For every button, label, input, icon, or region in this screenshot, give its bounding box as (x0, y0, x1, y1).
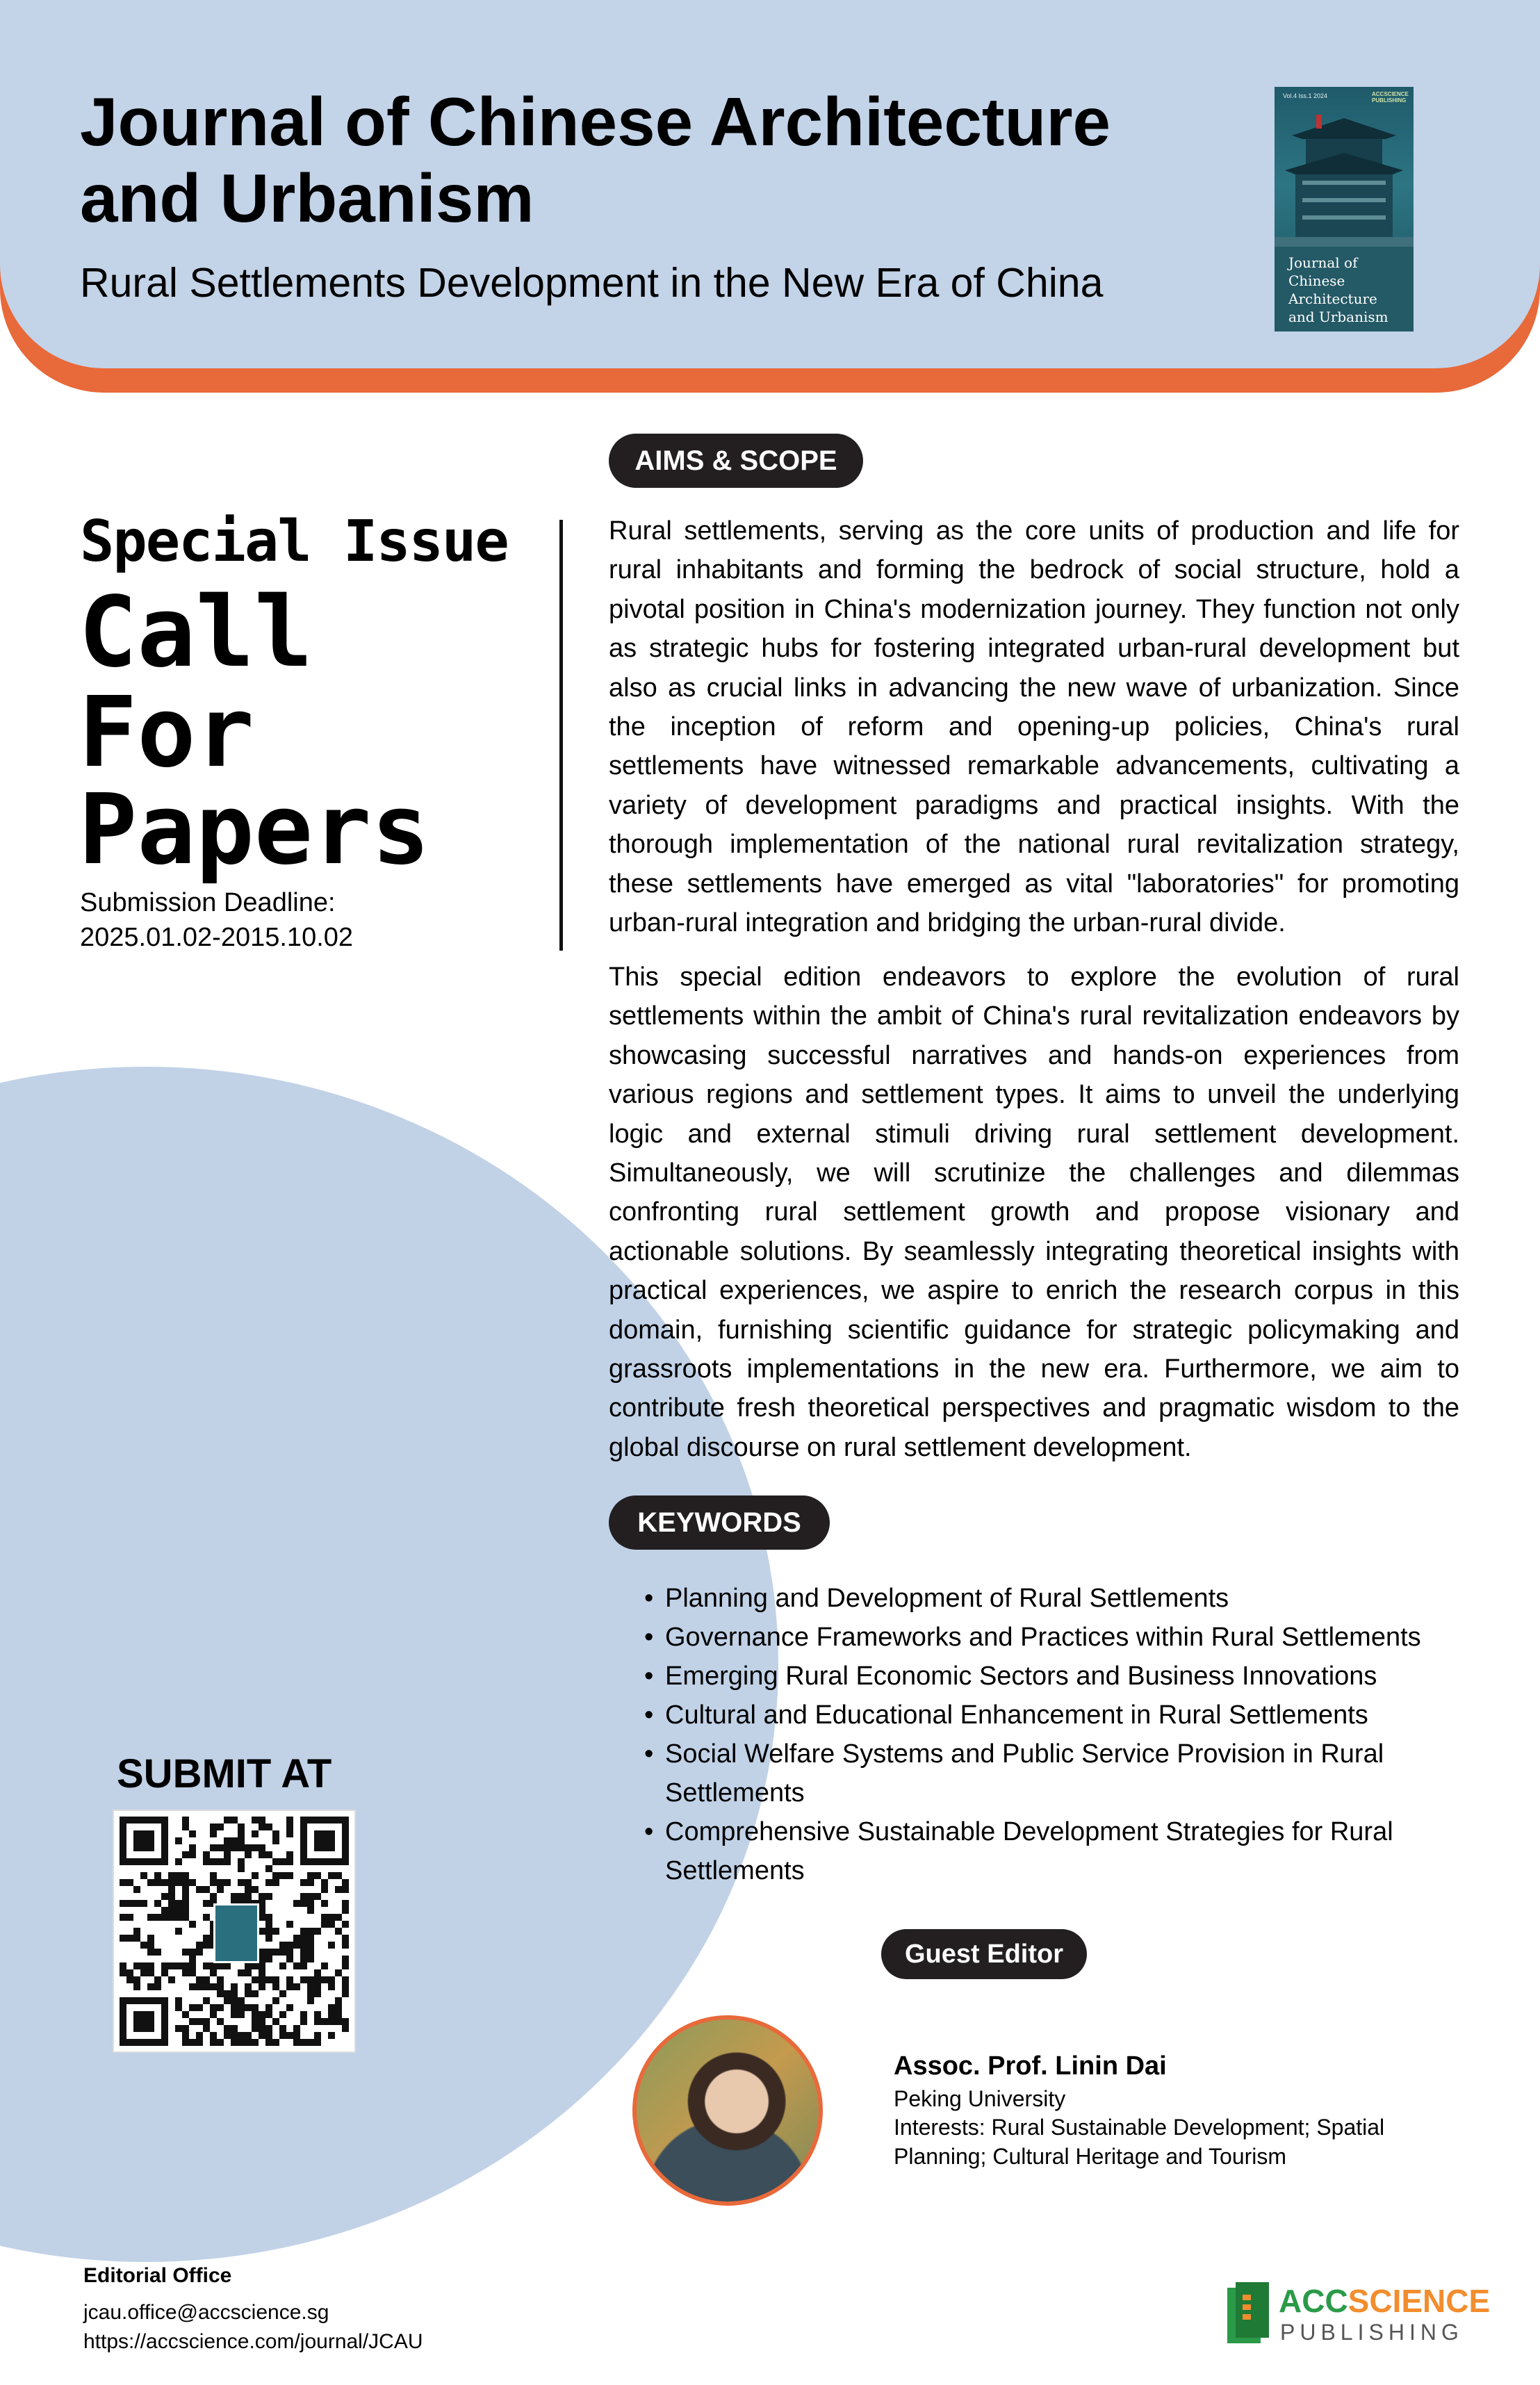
keyword-item (644, 1735, 1450, 1812)
bullet-icon: • (644, 1623, 654, 1652)
submit-heading: SUBMIT AT (117, 1751, 332, 1796)
qr-center-logo (213, 1903, 259, 1963)
qr-finder-square (133, 2011, 154, 2032)
editor-name: Assoc. Prof. Linin Dai (894, 2051, 1167, 2081)
guest-editor-heading: Guest Editor (881, 1929, 1087, 1979)
call-label: Call (79, 576, 313, 689)
keyword-item (644, 1657, 1450, 1696)
editorial-email[interactable]: jcau.office@accscience.sg (83, 2301, 329, 2324)
cover-publisher: ACCSCIENCE PUBLISHING (1372, 91, 1409, 104)
logo-acc: ACC (1279, 2283, 1348, 2319)
papers-label: Papers (79, 773, 430, 887)
accscience-logo (1224, 2281, 1491, 2350)
logo-wordmark (1279, 2284, 1490, 2318)
qr-finder-square (314, 1830, 335, 1851)
keyword-item (644, 1696, 1450, 1735)
journal-title: Journal of Chinese Architecture and Urbanism (80, 83, 1111, 236)
keyword-text: Emerging Rural Economic Sectors and Business Innovations (665, 1662, 1377, 1691)
bullet-icon: • (644, 1739, 654, 1769)
cover-top-line: Vol.4 Iss.1 2024 (1283, 92, 1328, 99)
keyword-text: Social Welfare Systems and Public Service Provision in Rural Settlements (665, 1739, 1384, 1808)
keyword-text: Cultural and Educational Enhancement in Rural Settlements (665, 1700, 1368, 1730)
keyword-item (644, 1579, 1450, 1618)
bullet-icon: • (644, 1700, 654, 1730)
keywords-heading: KEYWORDS (609, 1495, 830, 1550)
editor-photo (632, 2015, 823, 2206)
deadline-label: Submission Deadline: (80, 888, 336, 917)
logo-publishing: PUBLISHING (1280, 2320, 1464, 2345)
bullet-icon: • (644, 1817, 654, 1846)
qr-code[interactable] (113, 1810, 356, 2053)
journal-url[interactable]: https://accscience.com/journal/JCAU (83, 2330, 423, 2353)
qr-finder-square (133, 1830, 154, 1851)
bullet-icon: • (644, 1662, 654, 1691)
deadline-value: 2025.01.02-2015.10.02 (80, 923, 354, 952)
for-label: For (79, 676, 254, 789)
editor-affiliation: Peking University (894, 2086, 1066, 2111)
special-issue-label: Special Issue (80, 509, 508, 575)
aims-scope-heading: AIMS & SCOPE (609, 434, 863, 488)
editorial-office-label: Editorial Office (83, 2264, 232, 2287)
journal-subtitle: Rural Settlements Development in the New Era of China (80, 260, 1104, 306)
keyword-text: Planning and Development of Rural Settlements (665, 1584, 1229, 1613)
journal-cover-image (1275, 87, 1414, 331)
keyword-text: Comprehensive Sustainable Development Strategies for Rural Settlements (665, 1817, 1393, 1885)
bullet-icon: • (644, 1584, 654, 1613)
keyword-text: Governance Frameworks and Practices within Rural Settlements (665, 1623, 1421, 1652)
keyword-item (644, 1812, 1450, 1890)
keyword-item (644, 1618, 1450, 1657)
editor-interests: Interests: Rural Sustainable Development; Spatial Planning; Cultural Heritage and Tourism (894, 2115, 1385, 2169)
logo-science: SCIENCE (1348, 2283, 1491, 2319)
cover-title: Journal of Chinese Architecture and Urbanism (1288, 254, 1389, 325)
aims-paragraph-1: Rural settlements, serving as the core units of production and life for rural inhabitants and forming the bedrock of social structure, hold a pivotal position in China's modernization journey. They function not only as strategic hubs for fostering integrated urban-rural development but also as crucial links in advancing the new wave of urbanization. Since the inception of reform and opening-up policies, China's rural settlements have witnessed remarkable advancements, cultivating a variety of development paradigms and practical insights. With the thorough implementation of the national rural revitalization strategy, these settlements have emerged as vital "laboratories" for promoting urban-rural integration and bridging the urban-rural divide. (609, 516, 1459, 938)
book-logo-icon (1224, 2281, 1273, 2345)
aims-paragraph-2: This special edition endeavors to explore the evolution of rural settlements within the ambit of China's rural revitalization endeavors by showcasing successful narratives and hands-on experiences from various regions and settlement types. It aims to unveil the underlying logic and external stimuli driving rural settlement development. Simultaneously, we will scrutinize the challenges and dilemmas confronting rural settlement growth and propose visionary and actionable solutions. By seamlessly integrating theoretical insights with practical experiences, we aspire to enrich the research corpus in this domain, furnishing scientific guidance for strategic policymaking and grassroots implementations in the new era. Furthermore, we aim to contribute fresh theoretical perspectives and pragmatic wisdom to the global discourse on rural settlement development. (609, 962, 1459, 1462)
vertical-divider (559, 520, 563, 951)
